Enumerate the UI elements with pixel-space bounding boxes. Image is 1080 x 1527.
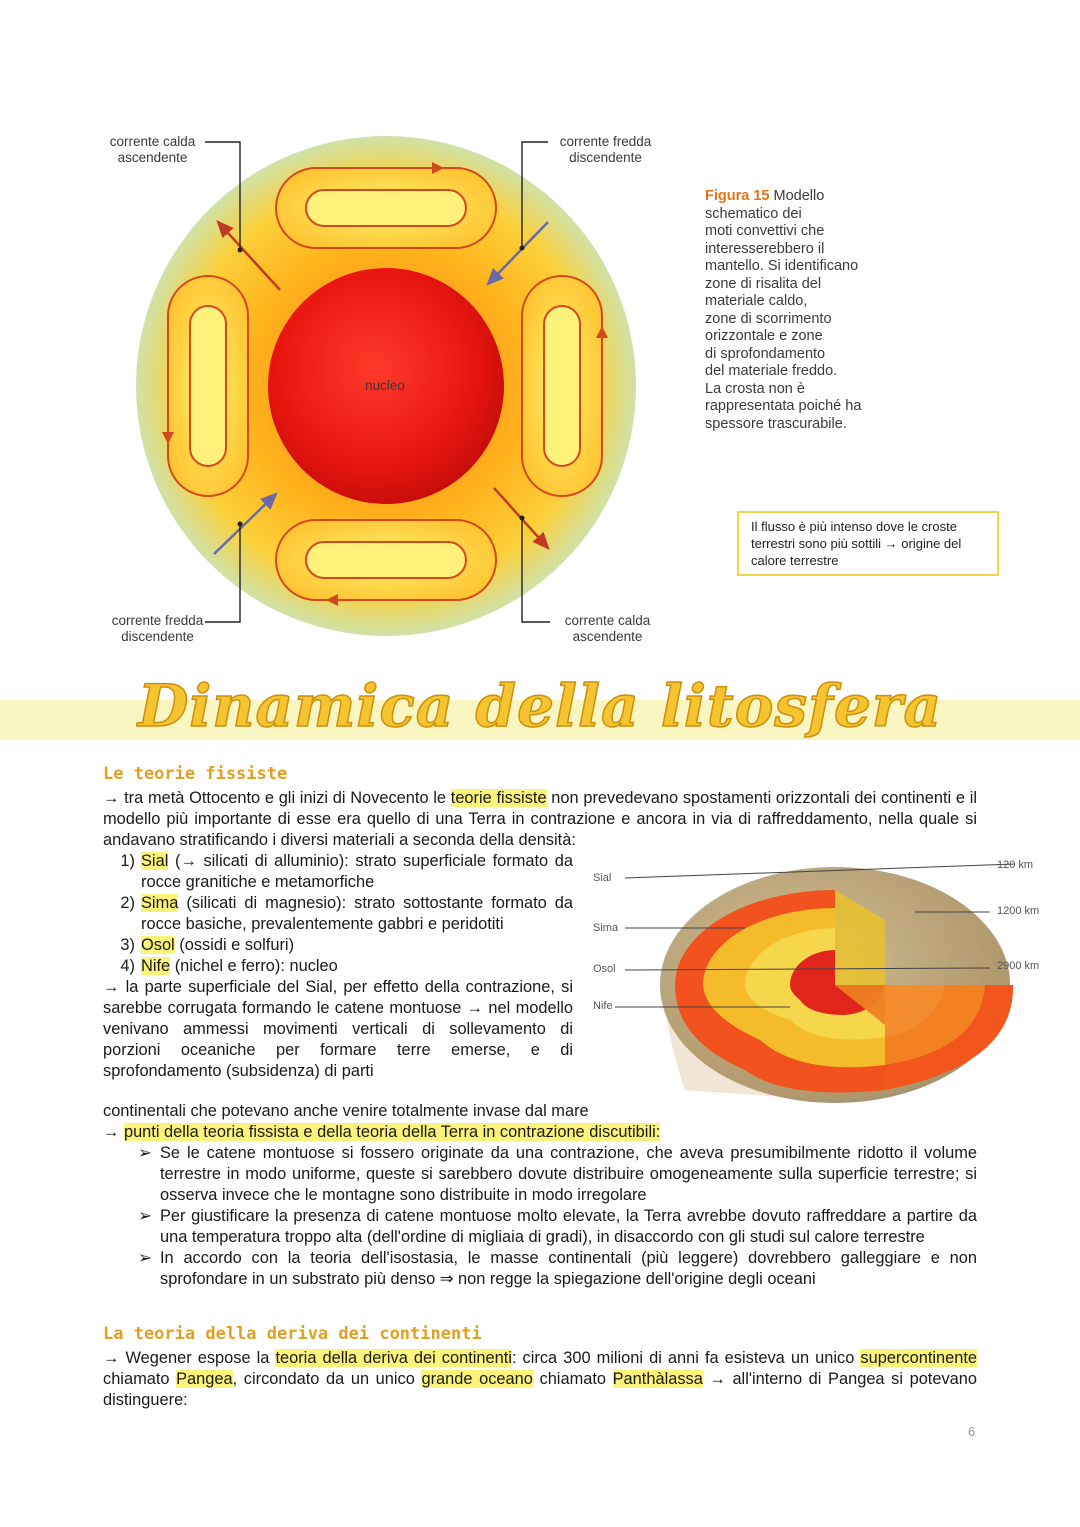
note-box: [737, 511, 999, 576]
paragraph-end: continentali che potevano anche venire totalmente invase dal mare: [103, 1102, 589, 1120]
label-line: discendente: [121, 629, 194, 644]
list-item: [130, 1248, 977, 1290]
caption-line: La crosta non è: [705, 380, 805, 397]
caption-line: zone di risalita del: [705, 275, 822, 292]
text: chiamato: [539, 1370, 607, 1388]
label-top-left: [95, 134, 210, 166]
caption-line: mantello. Si identificano: [705, 258, 859, 274]
note-text: Il flusso è più intenso dove le croste terrestri sono più sottili → origine del calore terrestre: [751, 519, 962, 568]
label-bottom-left: [100, 613, 215, 645]
caption-line: rappresentata poiché ha: [705, 398, 862, 414]
list-item: [130, 1206, 977, 1248]
list-text: Per giustificare la presenza di catene montuose molto elevate, la Terra avrebbe dovuto raffreddare a partire da una temperatura troppo alta (dell'ordine di migliaia di gradi), in disaccordo con gli studi sul calore terrestre: [160, 1207, 977, 1246]
list-text: (nichel e ferro): nucleo: [174, 957, 338, 975]
highlight-phrase: punti della teoria fissista e della teoria della Terra in contrazione discutibili:: [123, 1123, 661, 1141]
paragraph: → la parte superficiale del Sial, per effetto della contrazione, si sarebbe corrugata formando le catene montuose → nel modello venivano ammessi movimenti verticali di sollevamento di porzioni oceaniche per formare terre emerse, e di sprofondamento (subsidenza) di parti: [103, 978, 573, 1080]
list-item: [103, 935, 573, 956]
section1-intro: [103, 788, 977, 851]
highlight-term: grande oceano: [421, 1370, 533, 1388]
bullet: ➢: [138, 1207, 152, 1225]
points-list: [130, 1143, 977, 1290]
text: chiamato: [103, 1370, 170, 1388]
layer-label-sima: Sima: [593, 922, 619, 934]
text: : circa 300 milioni di anni fa esisteva un unico: [511, 1349, 855, 1367]
highlight-term: supercontinente: [860, 1349, 978, 1367]
label-bottom-right: [550, 613, 665, 645]
label-line: corrente fredda: [559, 134, 652, 149]
label-line: corrente fredda: [111, 613, 204, 628]
page-number: 6: [968, 1424, 976, 1439]
caption-line: orizzontale e zone: [705, 328, 823, 344]
caption-line: interesserebbero il: [705, 240, 825, 257]
highlight-term: Osol: [141, 936, 175, 954]
layer-label-nife: Nife: [593, 1000, 613, 1012]
arrow: →: [103, 1123, 120, 1141]
list-item: [103, 851, 573, 893]
highlight-term: Pangea: [176, 1370, 233, 1388]
section2-paragraph: [103, 1348, 977, 1411]
points-heading: [103, 1122, 977, 1143]
label-core: nucleo: [365, 378, 405, 393]
caption-title: Figura 15: [705, 188, 770, 204]
list-text: (→ silicati di alluminio): strato superficiale formato da rocce granitiche e metamorfiche: [141, 852, 574, 891]
caption-line: schematico dei: [705, 205, 802, 222]
depth-label: 2900 km: [997, 960, 1040, 972]
list-number: 2): [120, 894, 135, 912]
list-number: 1): [120, 852, 135, 870]
depth-label: 120 km: [997, 859, 1034, 871]
depth-label: 1200 km: [997, 905, 1040, 917]
intro-text: non prevedevano spostamenti orizzontali dei continenti e il modello più importante di esse era quello di una Terra in contrazione e ancora in via di raffreddamento, nella quale si andavano stratificando i diversi materiali a seconda della densità:: [103, 789, 977, 849]
list-text: (silicati di magnesio): strato sottostante formato da rocce basiche, prevalentemente gabbri e peridotiti: [141, 894, 573, 933]
highlight-term: Sial: [141, 852, 169, 870]
bullet: ➢: [138, 1249, 152, 1267]
caption-line: moti convettivi che: [705, 223, 825, 239]
list-number: 4): [120, 957, 135, 975]
caption-line: spessore trascurabile.: [705, 415, 847, 432]
caption-line: Modello: [773, 188, 825, 204]
caption-line: di sprofondamento: [705, 345, 826, 362]
list-number: 3): [120, 936, 135, 954]
list-text: In accordo con la teoria dell'isostasia, le masse continentali (più leggere) dovrebbero galleggiare e non sprofondare in un substrato più denso ⇒ non regge la spiegazione dell'origine degli oceani: [160, 1249, 977, 1288]
label-line: corrente calda: [564, 613, 651, 628]
label-line: ascendente: [117, 150, 188, 165]
text: → all'interno di Pangea si potevano distinguere:: [103, 1370, 978, 1409]
layer-label-osol: Osol: [593, 963, 616, 975]
highlight-term: Panthàlassa: [612, 1370, 703, 1388]
highlight-term: teoria della deriva dei continenti: [275, 1349, 512, 1367]
earth-layers-figure: [585, 850, 1045, 1110]
list-item: [103, 893, 573, 935]
list-text: (ossidi e solfuri): [179, 936, 295, 954]
highlight-term: Nife: [141, 957, 171, 975]
page-title: Dinamica della litosfera: [137, 672, 943, 740]
layer-label-sial: Sial: [593, 872, 612, 884]
list-text: Se le catene montuose si fossero originate da una contrazione, che aveva presumibilmente ridotto il volume terrestre in modo uniforme, queste si sarebbero dovute distribuire omogeneamente sulla superficie terrestre; si osserva invece che le montagne sono distribuite in modo irregolare: [160, 1144, 977, 1204]
list-item: [103, 956, 573, 977]
section-heading: La teoria della deriva dei continenti: [103, 1324, 482, 1344]
caption-line: del materiale freddo.: [705, 363, 838, 379]
label-line: ascendente: [572, 629, 643, 644]
text: → Wegener espose la: [103, 1349, 270, 1367]
caption-line: materiale caldo,: [705, 293, 808, 309]
label-top-right: [548, 134, 663, 166]
figure-caption: [705, 188, 905, 433]
section-heading: Le teorie fissiste: [103, 764, 288, 784]
caption-line: zone di scorrimento: [705, 310, 832, 327]
label-line: corrente calda: [109, 134, 196, 149]
label-line: discendente: [569, 150, 642, 165]
bullet: ➢: [138, 1144, 152, 1162]
layer-list: [103, 851, 573, 1082]
highlight-term: teorie fissiste: [450, 789, 547, 807]
text: , circondato da un unico: [232, 1370, 415, 1388]
intro-text: → tra metà Ottocento e gli inizi di Novecento le: [103, 789, 447, 807]
highlight-term: Sima: [141, 894, 179, 912]
list-item: [130, 1143, 977, 1206]
